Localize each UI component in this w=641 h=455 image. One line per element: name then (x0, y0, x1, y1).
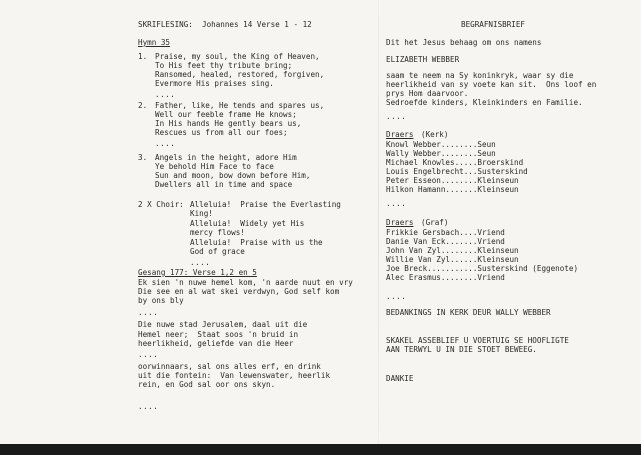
funeral-letter-title: BEGRAFNISBRIEF (461, 20, 526, 29)
gesang-line: Die see en al wat skei verdwyn, God self kom (138, 287, 340, 296)
pallbearer-entry: Peter Esseon........Kleinseun (386, 176, 519, 185)
pallbearers-church-sub: (Kerk) (421, 130, 449, 139)
pallbearers-grave-label: Draers (386, 218, 414, 227)
pallbearer-entry: Wally Webber........Seun (386, 149, 496, 158)
separator-dots: .... (155, 90, 176, 99)
verse-number: 1. (138, 52, 148, 61)
scripture-reading-header: SKRIFLESING: Johannes 14 Verse 1 - 12 (138, 20, 312, 29)
pallbearer-entry: Louis Engelbrecht...Susterskind (386, 167, 528, 176)
paragraph-line: saam te neem na Sy koninkryk, waar sy die (386, 71, 574, 80)
verse-line: Ye behold Him Face to face (155, 162, 274, 171)
separator-dots: .... (155, 139, 176, 148)
pallbearer-entry: Joe Breck...........Susterskind (Eggenote) (386, 264, 579, 273)
opening-line: Dit het Jesus behaag om ons namens (386, 38, 542, 47)
pallbearer-entry: Alec Erasmus........Vriend (386, 273, 505, 282)
separator-dots: .... (138, 308, 159, 317)
request-line: AAN TERWYL U IN DIE STOET BEWEEG. (386, 345, 537, 354)
gesang-title: Gesang 177: Verse 1,2 en 5 (138, 268, 257, 277)
pallbearer-entry: Frikkie Gersbach....Vriend (386, 228, 505, 237)
verse-line: In His hands He gently bears us, (155, 119, 302, 128)
thanks-line: BEDANKINGS IN KERK DEUR WALLY WEBBER (386, 308, 551, 317)
gesang-line: Ek sien 'n nuwe hemel kom, 'n aarde nuut en vry (138, 278, 353, 287)
paragraph-line: prys Hom daarvoor. (386, 89, 469, 98)
separator-dots: .... (138, 350, 159, 359)
pallbearer-entry: Hilkon Hamann.......Kleinseun (386, 185, 519, 194)
pallbearer-entry: Danie Van Eck.......Vriend (386, 237, 505, 246)
choir-line: King! (190, 209, 213, 218)
hymn-title: Hymn 35 (138, 38, 171, 47)
pallbearer-entry: John Van Zyl........Kleinseun (386, 246, 519, 255)
request-line: SKAKEL ASSEBLIEF U VOERTUIG SE HOOFLIGTE (386, 336, 569, 345)
pallbearer-entry: Willie Van Zyl......Kleinseun (386, 255, 519, 264)
verse-line: Sun and moon, bow down before Him, (155, 171, 311, 180)
verse-line: To His feet thy tribute bring; (155, 61, 293, 70)
verse-line: Well our feeble frame He knows; (155, 110, 297, 119)
verse-line: Father, like, He tends and spares us, (155, 101, 325, 110)
verse-line: Praise, my soul, the King of Heaven, (155, 52, 320, 61)
verse-line: Angels in the height, adore Him (155, 153, 297, 162)
pallbearer-entry: Knowl Webber........Seun (386, 140, 496, 149)
gesang-line: rein, en God sal oor ons skyn. (138, 380, 276, 389)
separator-dots: .... (190, 258, 211, 267)
gesang-line: uit die fontein: Van lewenswater, heerlik (138, 371, 331, 380)
separator-dots: .... (386, 292, 407, 301)
choir-line: God of grace (190, 247, 245, 256)
gesang-line: Die nuwe stad Jerusalem, daal uit die (138, 320, 308, 329)
pallbearers-church-label: Draers (386, 130, 414, 139)
choir-line: mercy flows! (190, 228, 245, 237)
separator-dots: .... (138, 402, 159, 411)
gesang-line: heerlikheid, geliefde van die Heer (138, 339, 294, 348)
verse-line: Ransomed, healed, restored, forgiven, (155, 70, 325, 79)
gesang-line: Hemel neer; Staat soos 'n bruid in (138, 330, 299, 339)
choir-line: Alleluia! Widely yet His (190, 219, 305, 228)
page-fold (378, 0, 379, 444)
separator-dots: .... (386, 199, 407, 208)
verse-line: Evermore His praises sing. (155, 79, 274, 88)
paragraph-line: Sedroefde kinders, Kleinkinders en Familie. (386, 98, 583, 107)
verse-number: 3. (138, 153, 148, 162)
pallbearers-grave-sub: (Graf) (421, 218, 449, 227)
choir-line: Alleluia! Praise the Everlasting (190, 200, 341, 209)
pallbearer-entry: Michael Knowles.....Broerskind (386, 158, 524, 167)
verse-line: Dwellers all in time and space (155, 180, 293, 189)
gesang-line: by ons bly (138, 296, 184, 305)
gesang-line: oorwinnaars, sal ons alles erf, en drink (138, 362, 321, 371)
choir-label: 2 X Choir: (138, 200, 184, 209)
verse-line: Rescues us from all our foes; (155, 128, 288, 137)
verse-number: 2. (138, 101, 148, 110)
paragraph-line: heerlikheid van sy voete kan sit. Ons loof en (386, 80, 597, 89)
choir-line: Alleluia! Praise with us the (190, 238, 323, 247)
closing-thanks: DANKIE (386, 374, 414, 383)
separator-dots: .... (386, 112, 407, 121)
deceased-name: ELIZABETH WEBBER (386, 55, 460, 64)
